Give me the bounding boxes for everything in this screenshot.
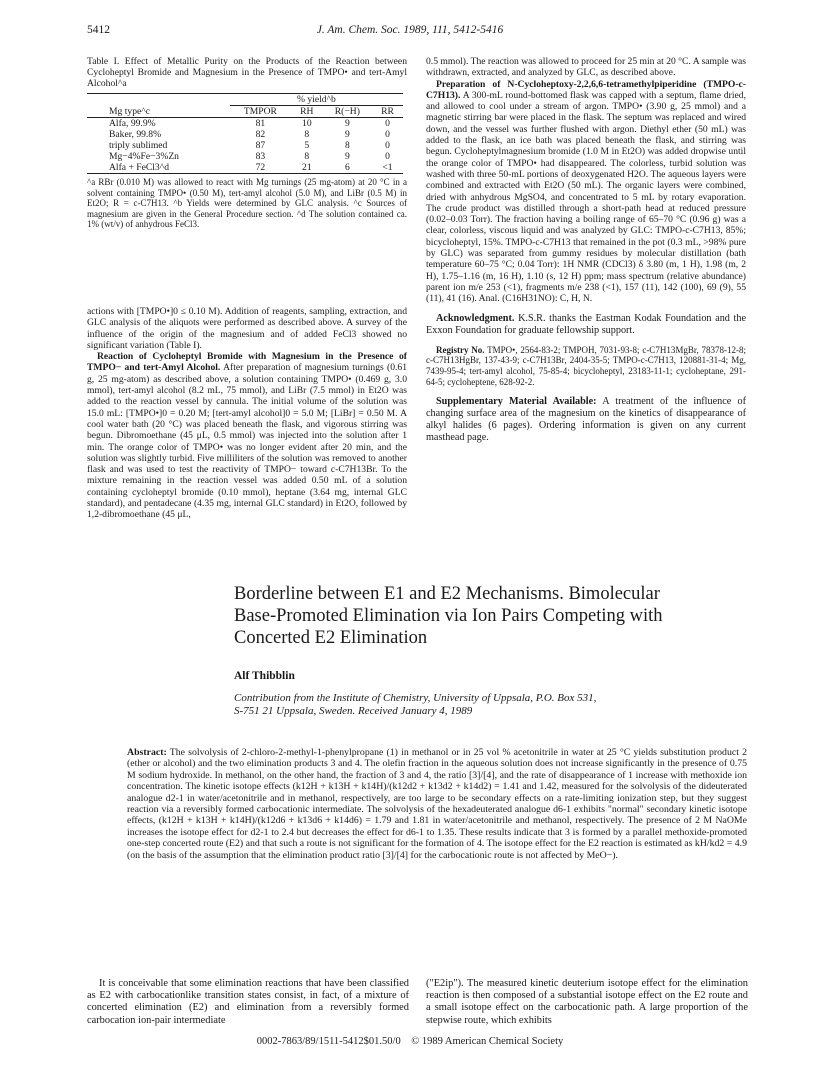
abstract-label: Abstract: — [127, 747, 167, 758]
title-line: Concerted E2 Elimination — [234, 628, 428, 648]
intro-left: It is conceivable that some elimination reactions that have been classified as E2 with carbocationlike transition states consist, in fact, of a mixture of concerted elimination (E2) and elimination from a reversibly formed carbocation ion-pair intermediate — [87, 978, 409, 1026]
section-heading: Supplementary Material Available: — [436, 395, 597, 407]
section-heading: Registry No. — [436, 344, 485, 355]
abstract-text: The solvolysis of 2-chloro-2-methyl-1-phenylpropane (1) in methanol or in 25 vol % acetonitrile in water at 25 °C yields substitution product 2 (ether or alcohol) and the two elimination products 3 and 4. The olefin fraction in the aqueous solution does not increase significantly in the presence of 0.75 M sodium hydroxide. In methanol, on the other hand, the fraction of 3 and 4, the ratio [3]/[4], and the rate of disappearance of 1 increase with methoxide ion concentration. The kinetic isotope effects (k12H + k13H + k14H)/(k12d2 + k13d2 + k14d2) = 1.41 and 1.42, measured for the solvolysis of the dideuterated analogue d2-1 in water/acetonitrile and in methanol, respectively, are too large to be secondary effects on a rate-limiting ionization step, but they suggest reaction via a reversibly formed carbocationic intermediate. The solvolysis of the hexadeuterated analogue d6-1 exhibits "normal" secondary kinetic isotope effects, (k12H + k13H + k14H)/(k12d6 + k13d6 + k14d6) = 1.79 and 1.81 in water/acetonitrile and methanol, respectively. The presence of 2 M NaOMe increases the isotope effect for d2-1 to 2.4 but decreases the effect for d6-1 to 1.35. These results indicate that 3 is formed by a parallel methoxide-promoted one-step concerted route (E2) and that such a route is not significant for the formation of 4. The isotope effect for the E2 reaction is estimated as kH/kd2 = 4.9 (on the basis of the assumption that the elimination product ratio [3]/[4] for the carbocationic route is not affected by MeO−). — [127, 747, 748, 861]
table-row: triply sublimed 87 5 8 0 — [109, 140, 390, 151]
paragraph: K.S.R. thanks the Eastman Kodak Foundation and the Exxon Foundation for graduate fellowship support. — [426, 312, 747, 336]
page-number: 5412 — [87, 24, 110, 36]
footer-code: 0002-7863/89/1511-5412$01.50/0 — [256, 1036, 401, 1047]
table-row: Mg−4%Fe−3%Zn 83 8 9 0 — [109, 151, 390, 162]
affiliation: Contribution from the Institute of Chemistry, University of Uppsala, P.O. Box 531, S-751 21 Uppsala, Sweden. Received January 4, 1989 — [234, 692, 597, 717]
table-col-header: Mg type^c — [109, 105, 151, 117]
title-line: Base-Promoted Elimination via Ion Pairs Competing with — [234, 606, 663, 626]
table-1 — [87, 93, 403, 174]
title-line: Borderline between E1 and E2 Mechanisms. Bimolecular — [234, 584, 660, 604]
section-heading: Acknowledgment. — [436, 312, 515, 324]
table-col-header: RR — [381, 106, 394, 117]
running-header: J. Am. Chem. Soc. 1989, 111, 5412-5416 — [316, 24, 504, 36]
table-col-header: TMPOR — [243, 106, 277, 117]
section-heading: Preparation of N-Cycloheptoxy-2,2,6,6-tetramethylpiperidine (TMPO-c-C7H13). — [426, 78, 746, 101]
abstract — [127, 747, 747, 861]
paragraph: 0.5 mmol). The reaction was allowed to proceed for 25 min at 20 °C. A sample was withdrawn, extracted, and analyzed by GLC, as described above. — [426, 56, 746, 79]
table-group-header: % yield^b — [230, 94, 403, 106]
table-caption: Table I. Effect of Metallic Purity on the Products of the Reaction between Cycloheptyl Bromide and Magnesium in the Presence of TMPO• and tert-Amyl Alcohol^a — [87, 56, 407, 89]
right-body-text — [426, 56, 746, 444]
paragraph: After preparation of magnesium turnings (0.61 g, 25 mg-atom) as described above, a solution containing TMPO• (0.469 g, 3.0 mmol), tert-amyl alcohol (8.2 mL, 75 mmol), and LiBr (7.5 mmol) in Et2O was added to the reaction vessel by cannula. The initial volume of the solution was 15.0 mL: [TMPO•]0 = 0.20 M; [tert-amyl alcohol]0 = 5.0 M; [LiBr] = 0.50 M. A cool water bath (20 °C) was placed beneath the flask, and vigorous stirring was begun. Dibromoethane (45 μL, 0.5 mmol) was injected into the solution after 1 min. The orange color of TMPO• was no longer evident after 20 min, and the solution was slightly turbid. Five milliliters of the solution was removed to another flask and was used to test the reactivity of TMPO− toward c-C7H13Br. To the mixture remaining in the reaction vessel was added 0.50 mL of a solution containing cycloheptyl bromide (0.10 mmol), heptane (3.64 mg, internal GLC standard), and pentadecane (4.35 mg, internal GLC standard) in Et2O, followed by 1,2-dibromoethane (45 μL, — [87, 362, 407, 521]
footer-copyright: © 1989 American Chemical Society — [411, 1036, 564, 1047]
intro-right: ("E2ip"). The measured kinetic deuterium isotope effect for the elimination reaction is then composed of a substantial isotope effect on the E2 route and a small isotope effect on the carbocationic path. A large proportion of the stepwise route, which exhibits — [426, 978, 748, 1026]
paragraph: TMPO•, 2564-83-2; TMPOH, 7031-93-8; c-C7H13MgBr, 78378-12-8; c-C7H13HgBr, 137-43-9; c-C7H13Br, 2404-35-5; TMPO-c-C7H13, 120881-31-4; Mg, 7439-95-4; tert-amyl alcohol, 75-85-4; bicycloheptyl, 23183-11-1; cycloheptane, 291-64-5; cycloheptene, 628-92-2. — [426, 344, 746, 387]
left-body-text — [87, 306, 407, 521]
paragraph: A 300-mL round-bottomed flask was capped with a septum, flame dried, and allowed to cool under a stream of argon. TMPO• (3.90 g, 25 mmol) and a magnetic stirring bar were placed in the flask. The septum was replaced and wired down, and the vessel was further flushed with argon. Diethyl ether (50 mL) was added to the flask, an ice bath was placed beneath the flask, and stirring was begun. Cycloheptylmagnesium bromide (1.0 M in Et2O) was added dropwise until the orange color of TMPO• had disappeared. The colorless, turbid solution was washed with three 50-mL portions of deoxygenated H2O. The aqueous layers were combined and extracted with Et2O (50 mL). The organic layers were combined, dried with anhydrous MgSO4, and concentrated to 5 mL by rotary evaporation. The crude product was distilled through a short-path head at reduced pressure (0.02–0.03 Torr). The fraction having a boiling range of 65–70 °C (0.96 g) was a clear, colorless, viscous liquid and was analyzed by GLC: TMPO-c-C7H13, 85%; bicycloheptyl, 15%. TMPO-c-C7H13 that remained in the pot (0.3 mL, >98% pure by GLC) was separated from gummy residues by molecular distillation (bath temperature 60–75 °C; 0.04 Torr): 1H NMR (CDCl3) δ 3.80 (m, 1 H), 1.98 (m, 2 H), 1.75–1.16 (m, 16 H), 1.10 (s, 12 H) ppm; mass spectrum (relative abundance) parent ion m/e 253 (<1), fragments m/e 238 (<1), 157 (11), 142 (100), 69 (9), 55 (11), 41 (16). Anal. (C16H31NO): C, H, N. — [426, 89, 746, 305]
article-title — [234, 583, 774, 649]
author: Alf Thibblin — [234, 670, 295, 682]
page-footer — [0, 1036, 820, 1047]
table-row: Alfa + FeCl3^d 72 21 6 <1 — [87, 162, 403, 174]
paragraph: A treatment of the influence of changing surface area of the magnesium on the kinetics of disappearance of alkyl halides (6 pages). Ordering information is given on any current masthead page. — [426, 395, 746, 443]
table-col-header: R(−H) — [334, 106, 360, 117]
table-row: Baker, 99.8% 82 8 9 0 — [109, 129, 390, 140]
paragraph: actions with [TMPO•]0 ≤ 0.10 M). Addition of reagents, sampling, extraction, and GLC analysis of the aliquots were performed as described above. A survey of the influence of the origin of the magnesium and of added FeCl3 showed no significant variation (Table I). — [87, 306, 407, 351]
table-col-header: RH — [300, 106, 314, 117]
table-row: Alfa, 99.9% 81 10 9 0 — [109, 118, 390, 129]
table-1-block — [87, 56, 407, 230]
section-heading: Reaction of Cycloheptyl Bromide with Magnesium in the Presence of TMPO− and tert-Amyl Alcohol. — [87, 351, 407, 374]
table-footnote: ^a RBr (0.010 M) was allowed to react with Mg turnings (25 mg-atom) at 20 °C in a solvent containing TMPO• (0.50 M), tert-amyl alcohol (5.0 M), and LiBr (0.5 M) in Et2O; R = c-C7H13. ^b Yields were determined by GLC analysis. ^c Sources of magnesium are given in the General Procedure section. ^d The solution contained ca. 1% (wt/v) of anhydrous FeCl3. — [87, 177, 407, 230]
